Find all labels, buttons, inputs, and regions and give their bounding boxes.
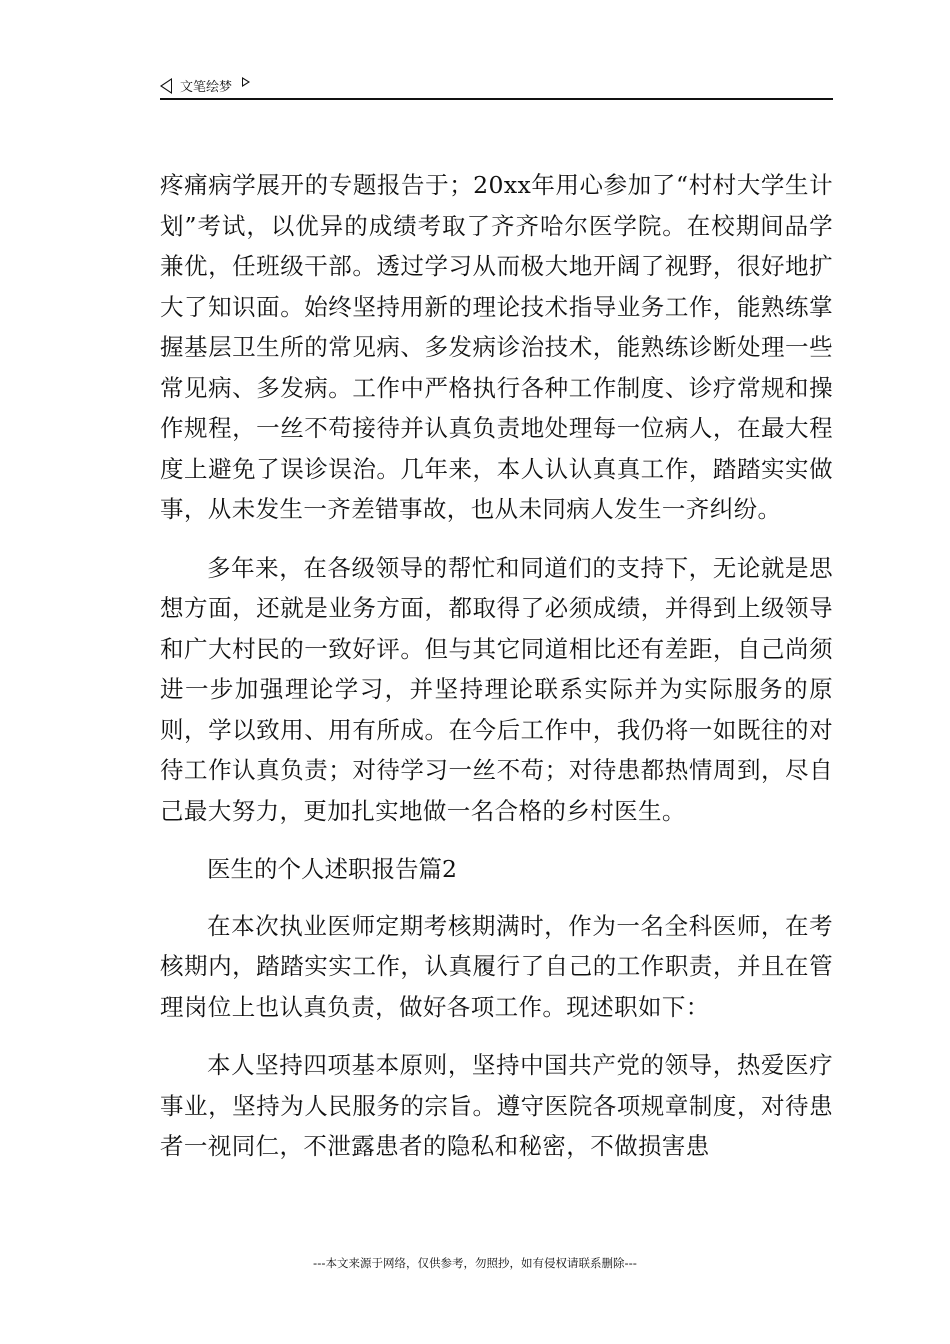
triangle-left-icon — [160, 78, 172, 94]
paragraph-1: 疼痛病学展开的专题报告于；20xx年用心参加了“村村大学生计划”考试，以优异的成绩考取了齐齐哈尔医学院。在校期间品学兼优，任班级干部。透过学习从而极大地开阔了视野，很好地扩大了知识面。始终坚持用新的理论技术指导业务工作，能熟练掌握基层卫生所的常见病、多发病诊治技术，能熟练诊断处理一些常见病、多发病。工作中严格执行各种工作制度、诊疗常规和操作规程，一丝不苟接待并认真负责地处理每一位病人，在最大程度上避免了误诊误治。几年来，本人认认真真工作，踏踏实实做事，从未发生一齐差错事故，也从未同病人发生一齐纠纷。 — [160, 171, 833, 523]
header-title: 文笔绘梦 — [180, 80, 233, 95]
paragraph-2: 多年来，在各级领导的帮忙和同道们的支持下，无论就是思想方面，还就是业务方面，都取得了必须成绩，并得到上级领导和广大村民的一致好评。但与其它同道相比还有差距，自己尚须进一步加强理论学习，并坚持理论联系实际并为实际服务的原则，学以致用、用有所成。在今后工作中，我仍将一如既往的对待工作认真负责；对待学习一丝不苟；对待患都热情周到，尽自己最大努力，更加扎实地做一名合格的乡村医生。 — [160, 553, 833, 825]
page-header — [160, 70, 833, 100]
paragraph-3: 在本次执业医师定期考核期满时，作为一名全科医师，在考核期内，踏踏实实工作，认真履行了自己的工作职责，并且在管理岗位上也认真负责，做好各项工作。现述职如下： — [160, 911, 833, 1021]
header-brand — [160, 76, 250, 95]
paragraph-4: 本人坚持四项基本原则，坚持中国共产党的领导，热爱医疗事业，坚持为人民服务的宗旨。遵守医院各项规章制度，对待患者一视同仁，不泄露患者的隐私和秘密，不做损害患 — [160, 1051, 833, 1160]
document-body — [160, 165, 833, 1185]
footer-disclaimer: ---本文来源于网络，仅供参考，勿照抄，如有侵权请联系删除--- — [313, 1256, 637, 1270]
section-heading: 医生的个人述职报告篇2 — [207, 855, 457, 883]
triangle-right-icon — [242, 77, 250, 87]
